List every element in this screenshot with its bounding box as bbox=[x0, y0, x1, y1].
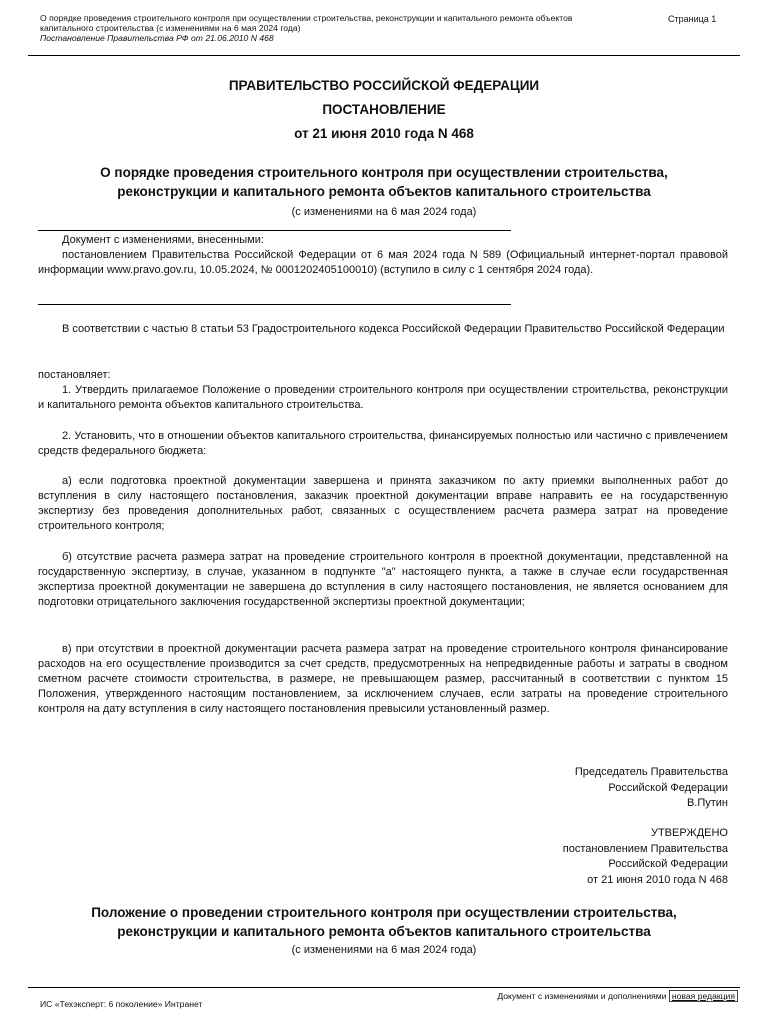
signature-name: В.Путин bbox=[686, 797, 728, 809]
item-2c: в) при отсутствии в проектной документации расчета размера затрат на проведение строительного контроля финансирование расходов на его осуществление производится за счет средств, предусмотренных на непредвиденные работы и затраты в сводном сметном расчете стоимости строительства, в размере, не превышающем размер, рассчитанный в соответствии с пунктом 15 Положения, утвержденного настоящим постановлением, за исключением случаев, если затраты на проведение строительного контроля на дату вступления в силу настоящего постановления превысили установленный размер. bbox=[38, 643, 728, 715]
approval-stamp: УТВЕРЖДЕНО bbox=[650, 827, 728, 839]
signature-position-line2: Российской Федерации bbox=[608, 781, 728, 794]
signature-block bbox=[575, 765, 728, 812]
page-number: Страница 1 bbox=[668, 14, 717, 24]
item-1: 1. Утвердить прилагаемое Положение о проведении строительного контроля при осуществлении строительства, реконструкции и капитального ремонта объектов капитального строительства. bbox=[38, 384, 728, 411]
resolves-word: постановляет: bbox=[38, 369, 111, 381]
footer-status-text: Документ с изменениями и дополнениями bbox=[497, 991, 667, 1001]
approval-line2: Российской Федерации bbox=[608, 858, 728, 870]
approval-line1: постановлением Правительства bbox=[562, 842, 728, 855]
amendments-intro: Документ с изменениями, внесенными: bbox=[62, 234, 264, 246]
preamble: В соответствии с частью 8 статьи 53 Градостроительного кодекса Российской Федерации Правительство Российской Федерации bbox=[62, 323, 725, 335]
amendments-block bbox=[38, 233, 728, 278]
amendments-bottom-rule bbox=[38, 304, 511, 305]
revision-note: (с изменениями на 6 мая 2024 года) bbox=[291, 206, 477, 218]
footer-divider bbox=[28, 987, 740, 988]
document-subject: О порядке проведения строительного контроля при осуществлении строительства, реконструкции и капитального ремонта объектов капитального строительства bbox=[100, 165, 668, 199]
amendments-text: постановлением Правительства Российской Федерации от 6 мая 2024 года N 589 (Официальный интернет-портал правовой информации www.pravo.gov.ru, 10.05.2024, № 0001202405100010) (вступило в силу с 1 сентября 2024 года). bbox=[38, 249, 728, 276]
approval-line3: от 21 июня 2010 года N 468 bbox=[587, 873, 728, 886]
footer-status bbox=[497, 991, 738, 1001]
annex-revision-note: (с изменениями на 6 мая 2024 года) bbox=[291, 944, 477, 956]
amendments-top-rule bbox=[38, 230, 511, 231]
header-divider bbox=[28, 55, 740, 56]
footer-system-name: ИС «Техэксперт: 6 поколение» Интранет bbox=[40, 999, 203, 1009]
government-title: ПРАВИТЕЛЬСТВО РОССИЙСКОЙ ФЕДЕРАЦИИ bbox=[228, 78, 540, 93]
document-type: ПОСТАНОВЛЕНИЕ bbox=[322, 102, 446, 117]
running-header bbox=[40, 13, 640, 43]
header-doc-title-line2: капитального строительства (с изменениями на 6 мая 2024 года) bbox=[40, 23, 301, 33]
header-doc-title-line1: О порядке проведения строительного контроля при осуществлении строительства, реконструкции и капитального ремонта объектов bbox=[40, 13, 573, 23]
item-2a: а) если подготовка проектной документации завершена и принята заказчиком по акту приемки выполненных работ до вступления в силу настоящего постановления, заказчик проектной документации вправе направить ее на государственную экспертизу без проведения дополнительных работ, связанных с осуществлением расчета размера затрат на проведение строительного контроля; bbox=[38, 475, 728, 532]
document-date-number: от 21 июня 2010 года N 468 bbox=[294, 126, 474, 141]
new-revision-link[interactable]: новая редакция bbox=[669, 990, 738, 1002]
approval-block bbox=[563, 826, 728, 888]
signature-position-line1: Председатель Правительства bbox=[574, 766, 728, 778]
annex-title: Положение о проведении строительного контроля при осуществлении строительства, реконструкции и капитального ремонта объектов капитального строительства bbox=[91, 905, 677, 939]
header-doc-reference: Постановление Правительства РФ от 21.06.2010 N 468 bbox=[40, 33, 274, 43]
item-2b: б) отсутствие расчета размера затрат на проведение строительного контроля в проектной документации, представленной на государственную экспертизу, в случае, указанном в подпункте "а" настоящего пункта, а также в случае если государственная экспертиза проектной документации не завершена до вступления в силу настоящего постановления, не является основанием для подготовки отрицательного заключения государственной экспертизы проектной документации; bbox=[38, 551, 728, 608]
item-2: 2. Установить, что в отношении объектов капитального строительства, финансируемых полностью или частично с привлечением средств федерального бюджета: bbox=[38, 430, 728, 457]
